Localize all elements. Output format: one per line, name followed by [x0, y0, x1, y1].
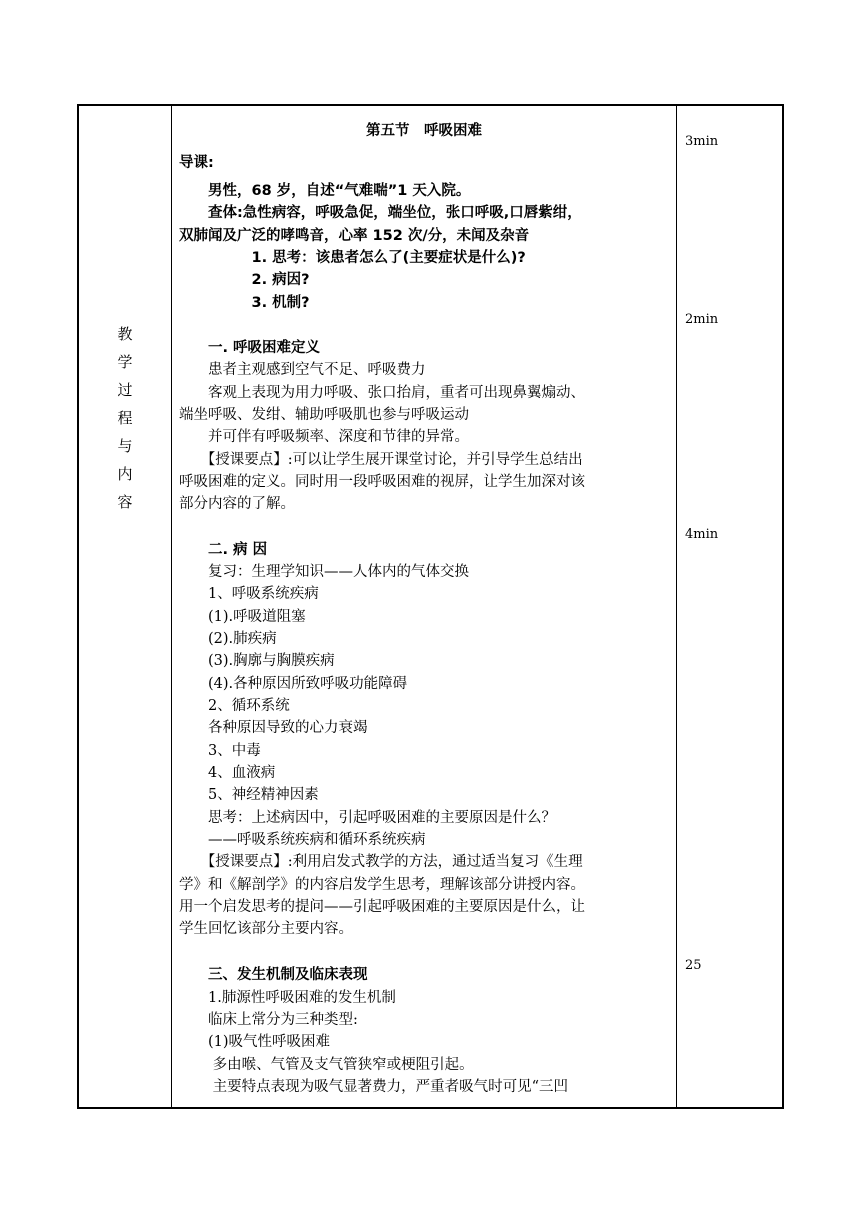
content-line: (1)吸气性呼吸困难	[179, 1034, 331, 1050]
section-label-char: 过	[117, 381, 133, 399]
content-line: 端坐呼吸、发绀、辅助呼吸肌也参与呼吸运动	[179, 407, 469, 423]
content-line: (2).肺疾病	[179, 631, 277, 647]
content-line: 2. 病因?	[179, 272, 310, 288]
section-label-char: 与	[117, 437, 133, 455]
content-line: 男性，68 岁，自述“气难喘”1 天入院。	[179, 183, 471, 199]
content-line: 导课:	[179, 155, 214, 171]
content-line: 3、中毒	[179, 743, 261, 759]
content-line: 3. 机制?	[179, 295, 310, 311]
section-label	[79, 320, 171, 516]
section-label-char: 学	[117, 353, 133, 371]
section-title: 第五节 呼吸困难	[366, 123, 482, 139]
content-line: 各种原因导致的心力衰竭	[179, 720, 368, 736]
lesson-table	[77, 104, 784, 1109]
content-line: (1).呼吸道阻塞	[179, 609, 306, 625]
content-line: 学》和《解剖学》的内容启发学生思考，理解该部分讲授内容。	[179, 877, 585, 893]
column-divider-right	[676, 106, 677, 1107]
content-line: 患者主观感到空气不足、呼吸费力	[179, 362, 426, 378]
content-line: 4、血液病	[179, 765, 276, 781]
time-mark-1: 3min	[685, 134, 719, 149]
section-label-char: 内	[117, 465, 133, 483]
column-divider-left	[171, 106, 172, 1107]
content-line: 一. 呼吸困难定义	[179, 340, 321, 356]
time-mark-2: 2min	[685, 312, 719, 327]
content-line: 双肺闻及广泛的哮鸣音，心率 152 次/分，未闻及杂音	[179, 228, 530, 244]
content-line: 三、发生机制及临床表现	[179, 967, 368, 983]
content-line: 查体:急性病容，呼吸急促，端坐位，张口呼吸,口唇紫绀，	[179, 205, 582, 221]
content-line: 部分内容的了解。	[179, 496, 295, 512]
content-line: 临床上常分为三种类型:	[179, 1012, 358, 1028]
time-mark-4: 25	[685, 958, 702, 973]
content-line: 【授课要点】:利用启发式教学的方法，通过适当复习《生理	[179, 854, 583, 870]
content-line: 多由喉、气管及支气管狭窄或梗阻引起。	[179, 1057, 474, 1073]
content-line: (4).各种原因所致呼吸功能障碍	[179, 676, 408, 692]
content-line: 复习：生理学知识——人体内的气体交换	[179, 564, 469, 580]
content-line: 2、循环系统	[179, 698, 290, 714]
content-line: (3).胸廓与胸膜疾病	[179, 653, 335, 669]
content-line: 思考：上述病因中，引起呼吸困难的主要原因是什么？	[179, 810, 556, 826]
content-line: 学生回忆该部分主要内容。	[179, 921, 353, 937]
section-label-char: 教	[117, 325, 133, 343]
content-line: 5、神经精神因素	[179, 787, 319, 803]
content-line: 二. 病 因	[179, 542, 268, 558]
content-line: 呼吸困难的定义。同时用一段呼吸困难的视屏，让学生加深对该	[179, 474, 585, 490]
time-mark-3: 4min	[685, 527, 719, 542]
content-line: 客观上表现为用力呼吸、张口抬肩，重者可出现鼻翼煽动、	[179, 385, 585, 401]
content-line: 【授课要点】:可以让学生展开课堂讨论，并引导学生总结出	[179, 452, 583, 468]
content-line: 主要特点表现为吸气显著费力，严重者吸气时可见“三凹	[179, 1079, 569, 1095]
section-label-char: 程	[117, 409, 133, 427]
content-line: ——呼吸系统疾病和循环系统疾病	[179, 832, 426, 848]
content-line: 并可伴有呼吸频率、深度和节律的异常。	[179, 429, 469, 445]
content-line: 1. 思考：该患者怎么了(主要症状是什么)?	[179, 250, 526, 266]
section-label-char: 容	[117, 493, 133, 511]
content-line: 1、呼吸系统疾病	[179, 586, 319, 602]
content-line: 用一个启发思考的提问——引起呼吸困难的主要原因是什么，让	[179, 899, 585, 915]
content-line: 1.肺源性呼吸困难的发生机制	[179, 990, 396, 1006]
